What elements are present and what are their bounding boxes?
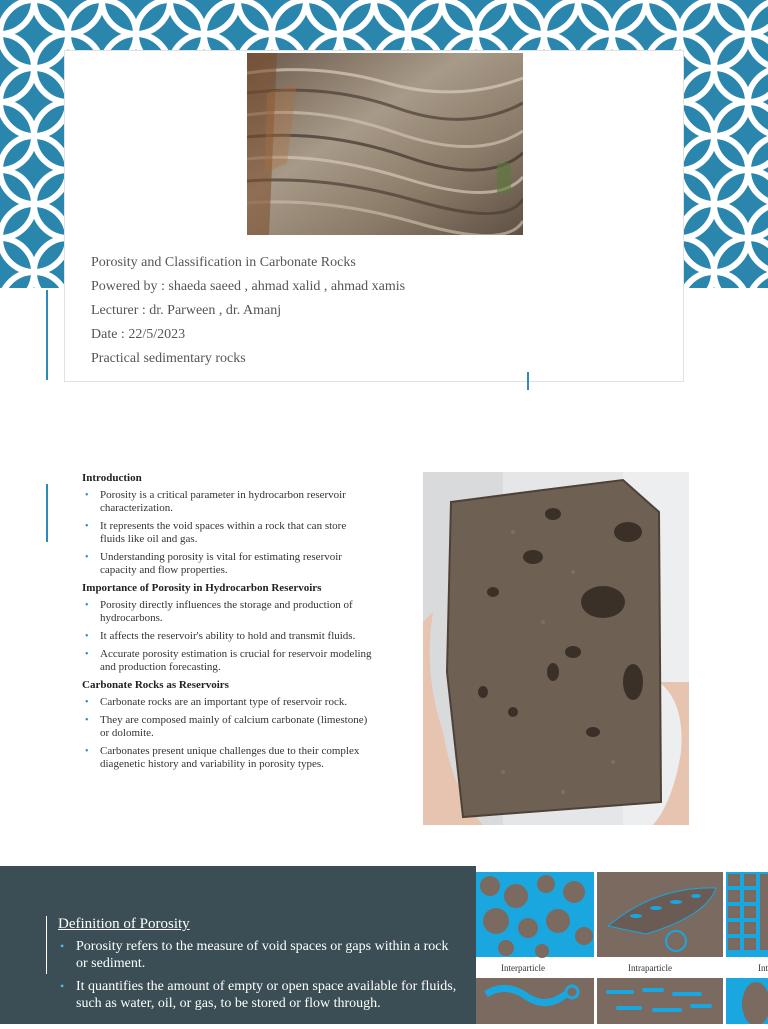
list-item: • It represents the void spaces within a rock that can store fluids like oil and gas. <box>82 520 372 546</box>
list-item: • Accurate porosity estimation is crucial for reservoir modeling and production forecasting. <box>82 648 372 674</box>
date-line: Date : 22/5/2023 <box>91 327 186 342</box>
accent-bar-left <box>46 290 48 380</box>
heading-carbonate: Carbonate Rocks as Reservoirs <box>82 679 229 691</box>
porous-rock-sample-photo <box>423 472 689 825</box>
presentation-title: Porosity and Classification in Carbonate Rocks <box>91 255 356 270</box>
lecturer-line: Lecturer : dr. Parween , dr. Amanj <box>91 303 282 318</box>
list-item: • Porosity refers to the measure of void spaces or gaps within a rock or sediment. <box>58 938 458 972</box>
importance-list <box>82 599 372 674</box>
label-partial: Int <box>758 963 768 973</box>
definition-title: Definition of Porosity <box>58 916 190 932</box>
carbonate-list <box>82 696 372 771</box>
list-item: • Understanding porosity is vital for estimating reservoir capacity and flow properties. <box>82 551 372 577</box>
list-item: • It affects the reservoir's ability to hold and transmit fluids. <box>82 630 372 643</box>
porosity-types-figure <box>476 866 768 1024</box>
heading-introduction: Introduction <box>82 472 142 484</box>
rock-cliff-photo <box>247 53 523 235</box>
definition-slide <box>0 866 768 1024</box>
label-interparticle: Interparticle <box>501 963 545 973</box>
list-item: • Porosity directly influences the storage and production of hydrocarbons. <box>82 599 372 625</box>
list-item: • They are composed mainly of calcium carbonate (limestone) or dolomite. <box>82 714 372 740</box>
title-card <box>64 50 684 382</box>
title-slide <box>0 0 768 440</box>
authors-line: Powered by : shaeda saeed , ahmad xalid , ahmad xamis <box>91 279 406 294</box>
definition-list <box>58 938 458 1018</box>
list-item: • It quantifies the amount of empty or open space available for fluids, such as water, oil, or gas, to be stored or flow through. <box>58 978 458 1012</box>
heading-importance: Importance of Porosity in Hydrocarbon Reservoirs <box>82 582 322 594</box>
list-item: • Carbonates present unique challenges due to their complex diagenetic history and variability in porosity types. <box>82 745 372 771</box>
definition-panel <box>0 866 476 1024</box>
accent-bar-slide3 <box>46 916 47 974</box>
label-intraparticle: Intraparticle <box>628 963 672 973</box>
list-item: • Porosity is a critical parameter in hydrocarbon reservoir characterization. <box>82 489 372 515</box>
list-item: • Carbonate rocks are an important type of reservoir rock. <box>82 696 372 709</box>
accent-bar-slide2 <box>46 484 48 542</box>
introduction-slide <box>0 440 768 866</box>
intro-list <box>82 489 372 577</box>
course-line: Practical sedimentary rocks <box>91 351 246 366</box>
introduction-text <box>82 472 372 776</box>
accent-bar-right <box>527 372 529 390</box>
